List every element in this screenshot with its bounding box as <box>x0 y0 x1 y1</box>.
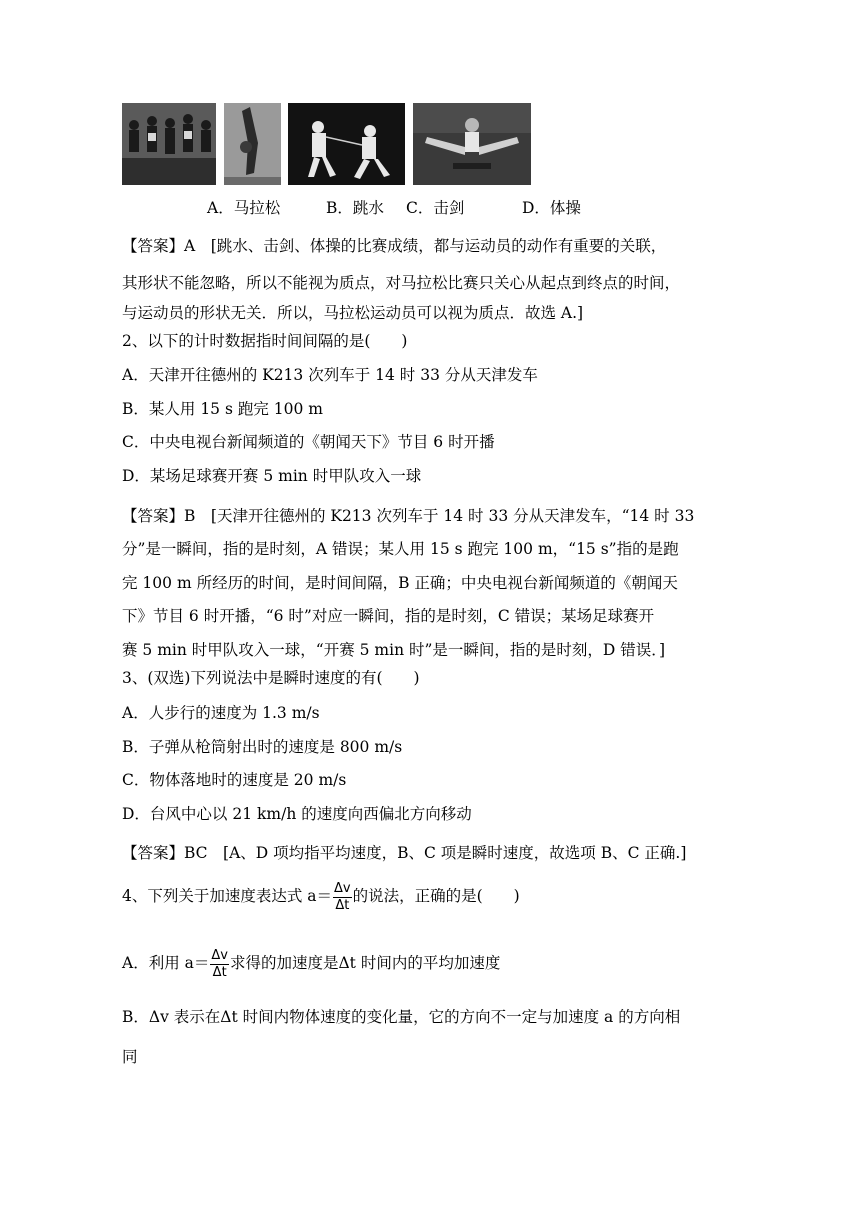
q4-stem <box>122 878 520 914</box>
q2-answer-line-1: 【答案】B [天津开往德州的 K213 次列车于 14 时 33 分从天津发车，“14 时 33 <box>122 507 695 525</box>
q1-answer-line-3: 与运动员的形状无关．所以，马拉松运动员可以视为质点．故选 A.] <box>122 304 584 322</box>
q3-option-d: D．台风中心以 21 km/h 的速度向西偏北方向移动 <box>122 805 472 823</box>
q4-stem-pre: 4、下列关于加速度表达式 a＝ <box>122 887 333 905</box>
q1-answer-line-1: 【答案】A [跳水、击剑、体操的比赛成绩，都与运动员的动作有重要的关联， <box>122 237 667 255</box>
gymnastics-photo <box>413 103 531 185</box>
caption-d: D．体操 <box>522 199 581 217</box>
q4-option-b-line-1: B．Δv 表示在Δt 时间内物体速度的变化量，它的方向不一定与加速度 a 的方向相 <box>122 1008 681 1026</box>
q2-option-b: B．某人用 15 s 跑完 100 m <box>122 400 323 418</box>
q4-option-a-post: 求得的加速度是Δt 时间内的平均加速度 <box>229 954 501 972</box>
caption-a: A．马拉松 <box>207 199 281 217</box>
q3-answer: 【答案】BC [A、D 项均指平均速度，B、C 项是瞬时速度，故选项 B、C 正确.] <box>122 844 687 862</box>
q4-fraction-denominator: Δt <box>335 897 350 913</box>
fencing-photo <box>288 103 405 185</box>
q4-option-a-fraction-numerator: Δv <box>211 947 228 963</box>
q3-option-a: A．人步行的速度为 1.3 m/s <box>122 704 320 722</box>
q2-option-d: D．某场足球赛开赛 5 min 时甲队攻入一球 <box>122 467 422 485</box>
q3-stem: 3、(双选)下列说法中是瞬时速度的有( ) <box>122 669 420 687</box>
q2-stem: 2、以下的计时数据指时间间隔的是( ) <box>122 332 408 350</box>
q2-answer-line-4: 下》节目 6 时开播，“6 时”对应一瞬间，指的是时刻，C 错误；某场足球赛开 <box>122 607 655 625</box>
q2-answer-line-3: 完 100 m 所经历的时间，是时间间隔，B 正确；中央电视台新闻频道的《朝闻天 <box>122 574 678 592</box>
marathon-photo <box>122 103 216 185</box>
caption-b: B．跳水 <box>326 199 384 217</box>
q4-option-a-pre: A．利用 a＝ <box>122 954 210 972</box>
q4-option-a-fraction-denominator: Δt <box>212 964 227 980</box>
q1-answer-line-2: 其形状不能忽略，所以不能视为质点，对马拉松比赛只关心从起点到终点的时间， <box>122 274 681 292</box>
q4-option-b-line-2: 同 <box>122 1048 138 1066</box>
diving-photo <box>224 103 281 185</box>
q2-option-c: C．中央电视台新闻频道的《朝闻天下》节目 6 时开播 <box>122 433 495 451</box>
q2-answer-line-2: 分”是一瞬间，指的是时刻，A 错误；某人用 15 s 跑完 100 m，“15 s”指的是跑 <box>122 540 679 558</box>
q4-stem-post: 的说法，正确的是( ) <box>352 887 520 905</box>
q2-answer-line-5: 赛 5 min 时甲队攻入一球，“开赛 5 min 时”是一瞬间，指的是时刻，D 错误．] <box>122 641 666 659</box>
caption-c: C．击剑 <box>406 199 465 217</box>
q3-option-b: B．子弹从枪筒射出时的速度是 800 m/s <box>122 738 403 756</box>
q4-option-a <box>122 945 500 981</box>
q2-option-a: A．天津开往德州的 K213 次列车于 14 时 33 分从天津发车 <box>122 366 538 384</box>
q3-option-c: C．物体落地时的速度是 20 m/s <box>122 771 347 789</box>
q4-option-a-fraction <box>210 948 229 981</box>
q4-fraction-numerator: Δv <box>334 880 351 896</box>
q4-fraction <box>333 881 352 914</box>
